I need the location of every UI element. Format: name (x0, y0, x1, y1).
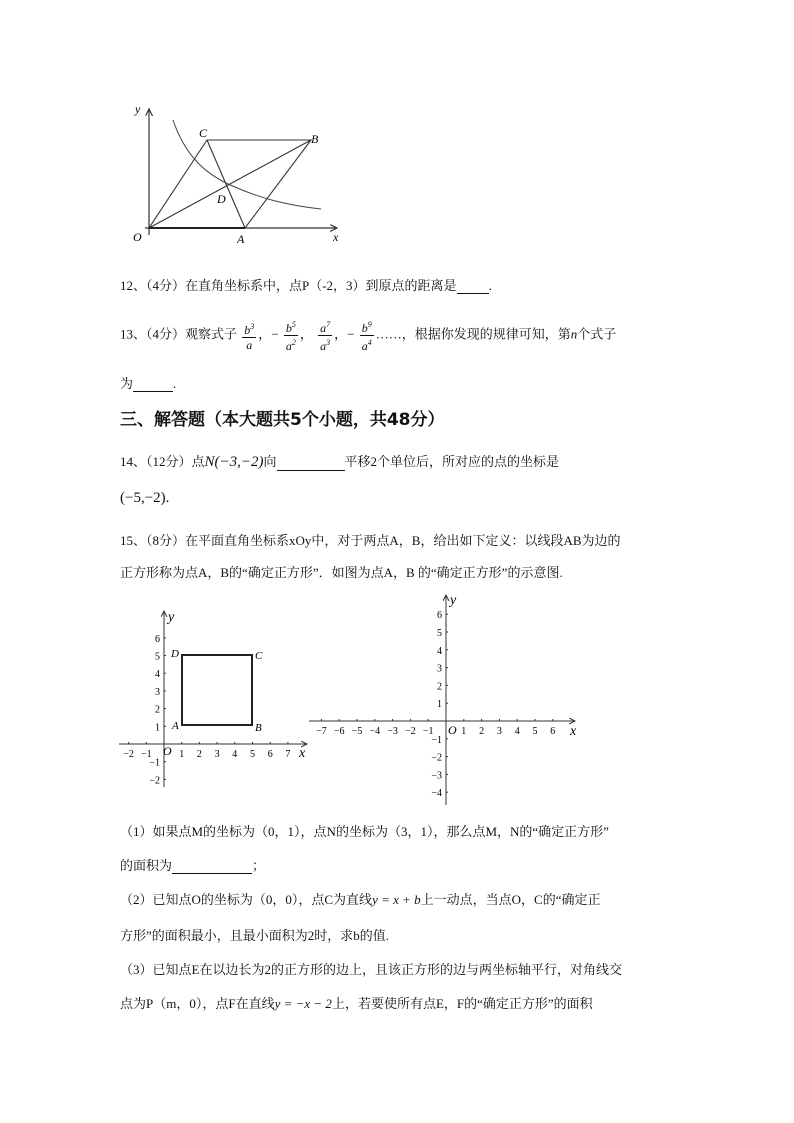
part-1-line1: （1）如果点M的坐标为（0，1），点N的坐标为（3，1），那么点M，N的“确定正方形” (120, 824, 609, 839)
label-x: x (299, 746, 306, 761)
y-tick-label: 2 (437, 681, 442, 693)
x-tick-label: 1 (461, 726, 467, 737)
q14-suffix: 平移2个单位后，所对应的点的坐标是 (344, 454, 560, 469)
label-D: D (171, 648, 179, 660)
p2-suffix: 上一动点，当点O，C的“确定正 (420, 892, 601, 907)
y-tick-label: 1 (437, 699, 442, 711)
label-C: C (199, 126, 208, 140)
q14-result: (−5,−2) (120, 490, 166, 506)
label-O: O (133, 230, 142, 244)
x-tick-label: 3 (214, 749, 220, 760)
q13-answer-blank[interactable] (133, 377, 173, 392)
label-A: A (172, 720, 179, 732)
y-tick-label: 1 (155, 722, 160, 734)
y-tick-label: 4 (437, 645, 442, 657)
part-1-line2 (120, 855, 265, 874)
y-tick-label: −1 (431, 734, 442, 746)
q13-n: n (570, 326, 578, 342)
figure-rhombus-hyperbola (125, 95, 345, 245)
x-tick-label: −7 (316, 726, 327, 737)
label-O: O (163, 744, 172, 758)
q14-end: . (165, 490, 170, 506)
label-C: C (255, 650, 263, 662)
p2-equation: y = x + b (372, 892, 421, 907)
p3-suffix: 上，若要使所有点E，F的“确定正方形”的面积 (331, 996, 593, 1011)
diagonal-OB (149, 140, 311, 228)
q13-sep3: ，− (334, 326, 355, 342)
y-tick-label: −2 (149, 775, 160, 787)
x-tick-label: −4 (369, 726, 381, 737)
q14-answer-blank[interactable] (277, 456, 345, 471)
q13-line2-end: . (173, 376, 177, 391)
figure-square-example (115, 605, 315, 795)
part-2-line2: 方形”的面积最小，且最小面积为2时，求b的值. (120, 928, 390, 943)
label-A: A (237, 232, 245, 245)
y-tick-label: 3 (437, 663, 442, 675)
y-tick-label: −1 (149, 757, 160, 769)
p3-equation: y = −x − 2 (274, 996, 332, 1011)
hyperbola-curve (173, 120, 321, 209)
x-tick-label: 4 (514, 726, 520, 737)
label-x: x (333, 230, 339, 244)
q12-text: 12、（4分）在直角坐标系中，点P（-2，3）到原点的距离是 (120, 278, 457, 293)
x-tick-label: 4 (232, 749, 238, 760)
q14-middle: 向 (263, 454, 277, 469)
q13-suffix: ……，根据你发现的规律可知，第 (375, 326, 571, 342)
question-13-line2 (120, 373, 176, 392)
figure-coordinate-plane (305, 590, 590, 810)
p1-end: ； (252, 858, 266, 873)
y-tick-label: 2 (155, 704, 160, 716)
label-B: B (311, 132, 319, 146)
x-tick-label: −5 (351, 726, 363, 737)
x-tick-label: −3 (387, 726, 398, 737)
x-tick-label: 7 (285, 749, 291, 760)
y-tick-label: 5 (437, 628, 442, 639)
label-y: y (450, 593, 457, 608)
part-3-line1: （3）已知点E在以边长为2的正方形的边上，且该正方形的边与两坐标轴平行，对角线交 (120, 962, 622, 977)
label-O: O (448, 723, 457, 737)
y-tick-label: 3 (155, 686, 160, 698)
x-tick-label: 6 (550, 726, 556, 737)
x-tick-label: 2 (196, 749, 202, 760)
y-tick-label: 4 (155, 669, 160, 681)
q12-answer-blank[interactable] (457, 279, 489, 294)
q13-fraction-4: $\frac{b^9}{a^4}$ (361, 320, 372, 353)
part-2-line1 (120, 889, 601, 908)
q13-prefix: 13、（4分）观察式子 (120, 326, 238, 342)
label-D: D (217, 192, 226, 206)
p2-prefix: （2）已知点O的坐标为（0，0），点C为直线 (120, 892, 373, 907)
y-tick-label: 6 (437, 610, 442, 622)
q13-sep1: ，− (258, 326, 279, 342)
x-tick-label: −1 (140, 749, 152, 760)
y-tick-label: 6 (155, 633, 160, 645)
question-14 (120, 451, 559, 471)
q13-fraction-2: $\frac{b^5}{a^2}$ (285, 320, 296, 353)
y-tick-label: 5 (155, 651, 160, 663)
question-14-line2 (120, 490, 169, 507)
label-y: y (135, 102, 141, 116)
p1-answer-blank[interactable] (172, 859, 252, 874)
y-tick-label: −4 (431, 788, 442, 800)
question-13 (120, 318, 616, 353)
x-tick-label: 2 (479, 726, 485, 737)
q13-suffix2: 个式子 (577, 326, 617, 342)
question-15-line1: 15、（8分）在平面直角坐标系xOy中，对于两点A，B，给出如下定义：以线段AB为边的 (120, 533, 621, 548)
x-tick-label: 3 (496, 726, 502, 737)
label-B: B (255, 722, 262, 734)
q14-point: N(−3,−2) (204, 454, 264, 470)
x-tick-label: −6 (333, 726, 345, 737)
y-tick-label: −3 (431, 770, 442, 782)
x-tick-label: −1 (422, 726, 434, 737)
label-y: y (168, 610, 175, 625)
x-tick-label: 5 (250, 749, 255, 760)
part-3-line2 (120, 993, 593, 1012)
label-x: x (570, 724, 577, 739)
q13-fraction-3: $\frac{a^7}{a^3}$ (320, 320, 331, 353)
question-15-line2: 正方形称为点A，B的“确定正方形”．如图为点A，B 的“确定正方形”的示意图. (120, 565, 563, 580)
square-ABCD (182, 655, 252, 725)
x-tick-label: 5 (532, 726, 538, 737)
p3-prefix: 点为P（m，0），点F在直线 (120, 996, 275, 1011)
q13-sep2: ， (299, 326, 313, 342)
x-tick-label: −2 (405, 726, 416, 737)
q13-line2-prefix: 为 (120, 376, 134, 391)
section-title: 三、解答题（本大题共5个小题，共48分） (120, 410, 445, 430)
diagonal-AC (207, 140, 245, 228)
q13-fraction-1: $\frac{b^3}{a}$ (244, 321, 255, 352)
q14-prefix: 14、（12分）点 (120, 454, 205, 469)
q12-end: . (488, 278, 492, 293)
x-tick-label: 6 (267, 749, 273, 760)
x-tick-label: 1 (179, 749, 185, 760)
x-tick-label: −2 (123, 749, 134, 760)
question-12 (120, 275, 492, 294)
p1-prefix: 的面积为 (120, 858, 173, 873)
y-tick-label: −2 (431, 752, 442, 764)
